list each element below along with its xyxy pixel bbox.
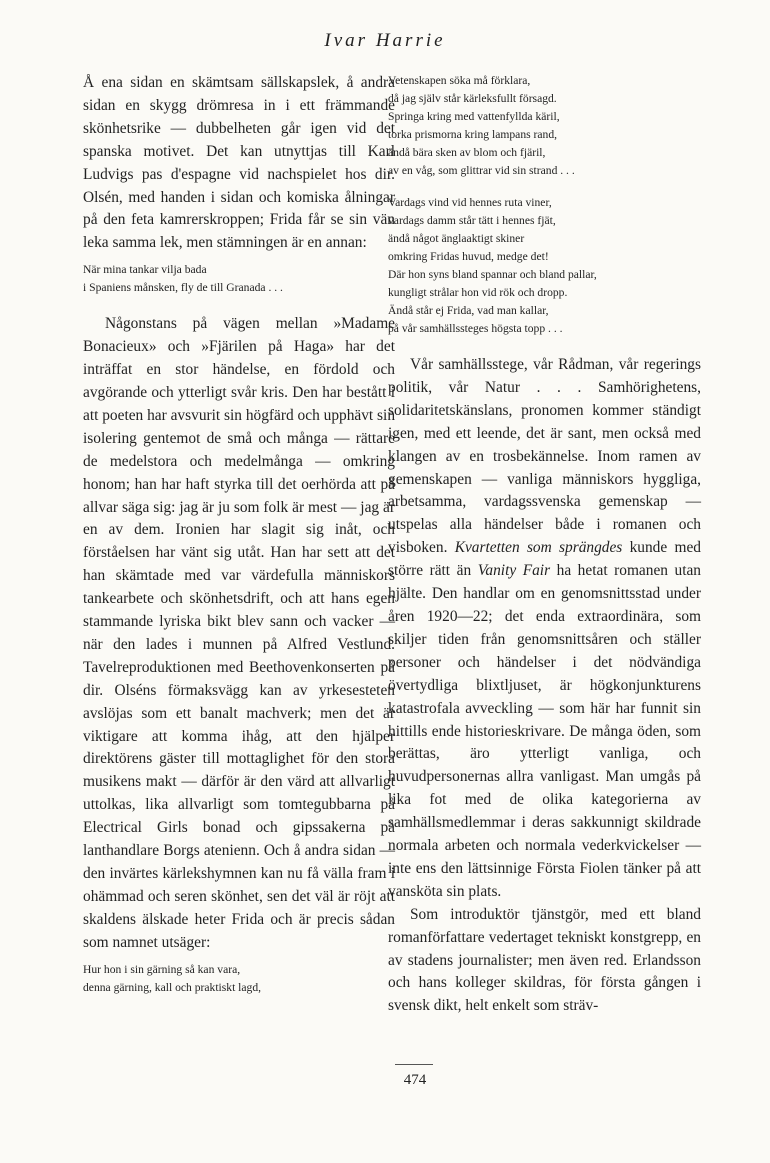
verse-line: Springa kring med vattenfyllda käril, — [388, 110, 560, 123]
paragraph-text: kunde med större rätt än — [388, 539, 701, 580]
paragraph: Någonstans på vägen mellan »Madame Bonacieux» och »Fjärilen på Haga» har det inträffat en stor händelse, en fördold och avgörande och ytterligt svår kris. Den har bestått i att poeten har avsvurit sin högfärd och upphävt sin isolering gentemot de små och många — rättare de medelstora och medelmånga — omkring honom; han har haft styrka till det oerhörda att på allvar säga sig: jag är ju som folk är mest — jag är en av dem. Ironien har slagit sig inåt, och förståelsen har vänt sig utåt. Han har sett att det han skämtade med var värdefulla människors tankearbete och skönhetsdrift, och att hans egen stammande lyriska bikt blev sann och vacker — när den lades i munnen på Alfred Vestlund. Tavelreproduktionen med Beethovenkonserten på dir. Olséns förmaksvägg kan av yrkesesteten avslöjas som ett banalt machverk; men det är viktigare att komma ihåg, att den hjälper direktörens gäster till mottaglighet för den stora musikens makt — därför är den värd att allvarligt uttolkas, lika allvarligt som tomtegubbarna på Electrical Girls bonad och gipssakerna på lanthandlare Borgs atenienn. Och å andra sidan — den invärtes kärlekshymnen kan nu få välla fram i ohämmad och seren skönhet, sen det väl är röjt att skaldens älskade heter Frida och är precis sådan som namnet utsäger: — [83, 315, 396, 951]
verse-line: kungligt strålar hon vid rök och dropp. — [388, 286, 568, 299]
verse-line: på vår samhällssteges högsta topp . . . — [388, 322, 563, 335]
paragraph: Som introduktör tjänstgör, med ett bland romanförfattare vedertaget tekniskt konstgrepp, en av stadens journalister; men även red. Erlandsson och hans kolleger skildras, för första gången i svensk dikt, helt enkelt som sträv- — [388, 905, 701, 1015]
book-title: Vanity Fair — [477, 562, 551, 580]
footer-rule — [395, 1064, 433, 1065]
running-header: Ivar Harrie — [324, 30, 446, 51]
verse-line: av en våg, som glittrar vid sin strand . . . — [388, 164, 575, 177]
book-title: Kvartetten som sprängdes — [454, 539, 623, 557]
verse-line: i Spaniens månsken, fly de till Granada . . . — [83, 281, 283, 295]
verse-line: omkring Fridas huvud, medge det! — [388, 250, 549, 263]
paragraph — [388, 354, 701, 904]
verse-quote — [83, 261, 395, 297]
verse-line: Vardags vind vid hennes ruta viner, — [388, 196, 552, 209]
paragraph-text: Vår samhällsstege, vår Rådman, vår regerings politik, vår Natur . . . Samhörighetens, solidaritetskänslans, pronomen kommer ständigt igen, med ett leende, det är sant, men också med klangen av en trosbekännelse. Inom ramen av gemenskapen — vanliga människors hyggliga, arbetsamma, vardagssvenska gemenskap — utspelas alla händelser både i romanen och visboken. — [388, 356, 701, 557]
verse-line: Vetenskapen söka må förklara, — [388, 74, 531, 87]
verse-line: Där hon syns bland spannar och bland pallar, — [388, 268, 597, 281]
verse-line: då jag själv står kärleksfullt försagd. — [388, 92, 557, 105]
left-column — [83, 72, 395, 997]
verse-line: vardags damm står tätt i hennes fjät, — [388, 214, 556, 227]
verse-line: När mina tankar vilja bada — [83, 263, 207, 277]
page-number: 474 — [403, 1072, 427, 1088]
verse-line: denna gärning, kall och praktiskt lagd, — [83, 980, 262, 994]
verse-quote — [83, 961, 395, 997]
verse-line: Hur hon i sin gärning så kan vara, — [83, 962, 241, 976]
paragraph-text: ha hetat romanen utan hjälte. Den handlar om en genomsnittsstad under åren 1920—22; det enda extraordinära, som skiljer tiden från genomsnittsåren och ställer personer och händelser i det nödvändiga övertydliga blixtljuset, är högkonjunkturens katastrofala avveckling — som här har funnit sin hittills ende historieskrivare. De många öden, som berättas, äro ytterligt vanliga, och huvudpersonernas allra vanligast. Man umgås på lika fot med de olika kategorierna av samhällsmedlemmar i deras sakkunnigt skildrade normala arbeten och normala vederkvickelser — inte ens den lättsinnige Första Fiolen tänker på att vansköta sin plats. — [388, 562, 702, 900]
verse-line: ändå något änglaaktigt skiner — [388, 232, 525, 245]
verse-line: Ändå står ej Frida, vad man kallar, — [388, 304, 549, 317]
paragraph: Å ena sidan en skämtsam sällskapslek, å andra sidan en skygg drömresa in i ett främmande skönhetsrike — dubbelheten går igen vid det spanska motivet. Det kan utnyttjas till Karl Ludvigs pas d'espagne vid nachspielet hos dir. Olsén, med handen i sidan och komiska ålningar på den feta kamrerskroppen; Frida får se sin vän leka samma lek, men stämningen är en annan: — [83, 74, 395, 252]
verse-line: ändå bära sken av blom och fjäril, — [388, 146, 546, 159]
verse-stanza — [388, 72, 701, 180]
verse-stanza — [388, 194, 701, 338]
right-column — [388, 72, 701, 1018]
verse-line: torka prismorna kring lampans rand, — [388, 128, 558, 141]
